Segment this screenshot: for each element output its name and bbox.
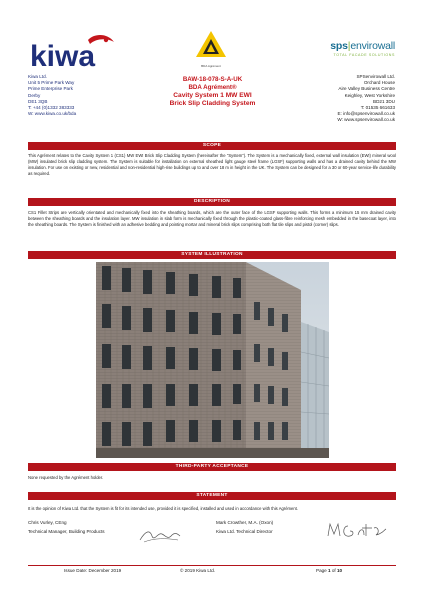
holder-email-link[interactable]: E: info@spsenvirowall.co.uk — [337, 111, 395, 117]
kiwa-logo — [28, 32, 116, 72]
acceptance-heading: THIRD-PARTY ACCEPTANCE — [28, 463, 396, 471]
holder-address — [337, 74, 395, 124]
system-name-line2: Brick Slip Cladding System — [169, 100, 256, 107]
footer-rule — [28, 565, 396, 566]
holder-address-line: SPSenvirowall Ltd. — [356, 74, 395, 79]
building-photo — [96, 262, 329, 458]
kiwa-phone: T: +44 (0)1332 383333 — [28, 105, 75, 111]
holder-phone: T: 01535 661633 — [360, 105, 395, 111]
kiwa-website-link[interactable]: W: www.kiwa.co.uk/bda — [28, 111, 77, 117]
acceptance-text: None requested by the Agrément holder. — [28, 475, 104, 480]
holder-address-line: BD21 3DU — [373, 98, 395, 104]
kiwa-address-line: Unit 5 Prime Park Way — [28, 80, 75, 86]
sps-envirowall-logo: sps|envirowall TOTAL FACADE SOLUTIONS — [295, 40, 395, 62]
bda-triangle-icon — [195, 30, 227, 58]
illustration-heading: SYSTEM ILLUSTRATION — [28, 251, 396, 259]
issue-date: Issue Date: December 2019 — [64, 568, 122, 573]
statement-heading: STATEMENT — [28, 492, 396, 500]
kiwa-address-line: Kiwa Ltd. — [28, 74, 47, 79]
description-heading: DESCRIPTION — [28, 198, 396, 206]
sps-logo-tagline: TOTAL FACADE SOLUTIONS — [333, 53, 395, 57]
scope-heading: SCOPE — [28, 142, 396, 150]
kiwa-logo-text: kiwa — [30, 40, 96, 72]
copyright: © 2019 Kiwa Ltd. — [180, 568, 216, 573]
bda-caption: BDA Agrément — [201, 64, 221, 68]
agrement-name: BDA Agrément® — [188, 84, 237, 91]
signature-left-image — [138, 526, 182, 546]
holder-website-link[interactable]: W: www.spsenvirowall.co.uk — [337, 117, 395, 123]
signatory-right-name: Mark Crowther, M.A. (Oxon) — [216, 520, 274, 525]
signatory-right-role: Kiwa Ltd. Technical Director — [216, 529, 273, 534]
kiwa-address-line: DE1 3QB — [28, 98, 48, 104]
signatory-left-name: Chris Vurley, CEng — [28, 520, 67, 525]
page-current: 1 — [328, 568, 331, 573]
bda-logo — [190, 30, 232, 66]
signatory-left-role: Technical Manager, Building Products — [28, 529, 105, 534]
sps-logo-part2: envirowall — [350, 40, 395, 52]
page-prefix: Page — [316, 568, 327, 573]
kiwa-address-line: Prime Enterprise Park — [28, 86, 73, 92]
page-mid: of — [331, 568, 336, 573]
holder-address-line: Orchard House — [363, 80, 395, 86]
signature-right-image — [326, 518, 388, 542]
holder-address-line: Aire Valley Business Centre — [338, 86, 395, 92]
statement-text: It is the opinion of Kiwa Ltd. that the System is fit for its intended use, provided it is specified, installed and used in accordance with this Agrément. — [28, 506, 299, 511]
sps-logo-part1: sps — [330, 40, 348, 52]
scope-text: This Agrément relates to the Cavity System 1 (CS1) MW EWI Brick Slip Cladding System (hereinafter the “System”). The System is a mechanically fixed, external wall insulation (EWI) mineral wool (MW) insulated brick slip cladding system. The System is suitable for installation on external sheathed light gauge steel frame (LGSF) supporting walls and has a drained cavity behind the MW insulation. For use on existing or new, residential and non-residential high-rise buildings up to and over 18 m in height in the UK. The System can be designed for a 30 or 60-year service-life durability as required. — [28, 153, 396, 176]
signatory-left — [28, 518, 105, 536]
certificate-title — [130, 76, 295, 108]
system-name-line1: Cavity System 1 MW EWI — [173, 92, 252, 99]
page-indicator — [316, 568, 342, 573]
kiwa-address — [28, 74, 76, 117]
signatory-right — [216, 518, 273, 536]
holder-address-line: Keighley, West Yorkshire — [344, 92, 395, 98]
certificate-number: BAW-18-078-S-A-UK — [182, 76, 243, 83]
page-total: 10 — [336, 568, 343, 573]
description-text: CS1 Fillet Strips are vertically orientated and mechanically fixed into the sheathing boards, which are the outer face of the LGSF supporting walls. This forms a minimum 15 mm drained cavity between the sheathing boards and the insulation layer. MW insulation in slab form is mechanically fixed through the plastic-coated glass-fibre reinforcing mesh embedded in the basecoat layer, into the sheathing boards. The System is finished with an adhesive bedding and pointing mortar and mineral brick slips comprising both flat tile slips and pistol (corner) slips. — [28, 210, 396, 227]
kiwa-address-line: Derby — [28, 92, 41, 98]
